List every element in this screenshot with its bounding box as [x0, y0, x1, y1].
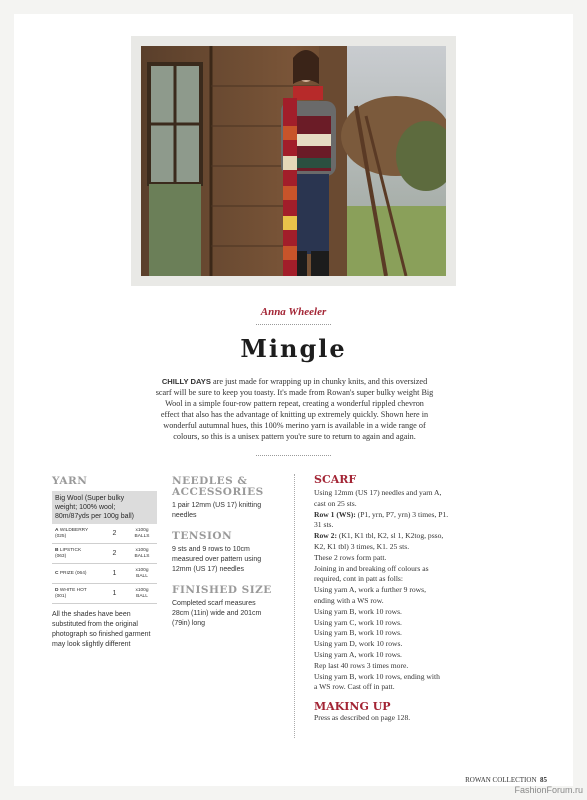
footer-collection: ROWAN COLLECTION: [465, 776, 537, 784]
scarf-line: [314, 499, 464, 510]
needles-heading: ACCESSORIES: [172, 486, 264, 498]
yarn-table-header: [52, 491, 157, 524]
yarn-unit: x100g: [135, 548, 149, 553]
materials-column: [172, 476, 284, 635]
making-up-text: Press as described on page 128.: [314, 713, 411, 723]
scarf-line-text: ending with a WS row.: [314, 595, 384, 605]
scarf-line-text: Rep last 40 rows 3 times more.: [314, 660, 409, 670]
scarf-instructions: [314, 488, 464, 693]
yarn-heading: YARN: [52, 475, 88, 487]
tension-text: 9 sts and 9 rows to 10cm: [172, 546, 250, 553]
scarf-line: [314, 596, 464, 607]
scarf-line-text: Using yarn D, work 10 rows.: [314, 639, 403, 649]
needles-text: needles: [172, 512, 197, 519]
magazine-page: [14, 14, 573, 786]
yarn-row: [52, 564, 157, 584]
finished-size-section: [172, 585, 284, 629]
yarn-qty: 2: [112, 529, 117, 537]
yarn-header-line: 80m/87yds per 100g ball): [55, 513, 134, 520]
scarf-line-text: Using yarn B, work 10 rows.: [314, 628, 402, 638]
intro-line: colours, so this is a unisex pattern you're sure to return to again and again.: [173, 432, 416, 441]
scarf-line-text: a WS row. Cast off in patt.: [314, 682, 395, 692]
yarn-note-line: All the shades have been: [52, 611, 131, 618]
scarf-line-text: (K1, K1 tbl, K2, sl 1, K2tog, psso,: [337, 531, 444, 541]
tension-heading: TENSION: [172, 530, 233, 542]
scarf-line: [314, 607, 464, 618]
finished-size-heading: FINISHED SIZE: [172, 584, 272, 596]
scarf-line-text: Using yarn B, work 10 rows.: [314, 606, 402, 616]
intro-lead: CHILLY DAYS: [161, 377, 211, 386]
scarf-line: [314, 553, 464, 564]
yarn-unit: BALL: [136, 573, 148, 579]
yarn-unit: BALLS: [134, 533, 150, 539]
scarf-line: [314, 628, 464, 639]
photo-illustration: [141, 46, 446, 276]
yarn-shade: LIPSTICK: [59, 548, 82, 553]
yarn-shade: PRIZE: [59, 570, 74, 576]
footer-page-number: 85: [540, 776, 547, 784]
scarf-line-text: Using yarn A, work a further 9 rows,: [314, 585, 426, 595]
needles-heading: NEEDLES &: [172, 475, 248, 487]
yarn-note-line: photograph so finished garment: [52, 631, 151, 638]
scarf-line: [314, 682, 464, 693]
yarn-letter: D: [55, 588, 59, 593]
scarf-line-text: (P1, yrn, P7, yrn) 3 times, P1.: [355, 509, 449, 519]
intro-line: Wool in a simple four-row pattern repeat, creating a wonderful rippled chevron: [165, 399, 424, 408]
yarn-header-line: Big Wool (Super bulky: [55, 495, 125, 502]
author-name: Anna Wheeler: [260, 306, 327, 318]
scarf-line-text: Joining in and breaking off colours as: [314, 563, 429, 573]
scarf-line: [314, 510, 464, 521]
tension-text: 12mm (US 17) needles: [172, 566, 244, 573]
yarn-letter: B: [55, 548, 59, 553]
scarf-line-text: required, cont in patt as folls:: [314, 574, 403, 584]
scarf-row-label: Row 2:: [314, 531, 337, 541]
yarn-note-line: substituted from the original: [52, 621, 138, 628]
making-up-heading: MAKING UP: [314, 700, 391, 714]
yarn-code: (064): [75, 570, 87, 576]
needles-text: 1 pair 12mm (US 17) knitting: [172, 502, 262, 509]
yarn-section: [52, 476, 157, 650]
scarf-line: [314, 672, 464, 683]
intro-line: scarf will be sure to keep you toasty. It's made from Rowan's super bulky weight Big: [155, 388, 434, 397]
scarf-row-label: Row 1 (WS):: [314, 509, 356, 519]
finished-size-text: (79in) long: [172, 620, 206, 627]
yarn-row: [52, 544, 157, 564]
yarn-letter: A: [55, 528, 59, 533]
intro-line: wonderful autumnal hues, this 100% merino yarn is available in a wide range of: [163, 421, 426, 430]
intro-line: are just made for wrapping up in chunky knits, and this oversized: [210, 377, 428, 386]
yarn-unit: BALLS: [134, 553, 150, 559]
scarf-line: [314, 639, 464, 650]
pattern-title: Mingle: [240, 334, 347, 363]
scarf-line-text: These 2 rows form patt.: [314, 552, 387, 562]
intro-divider: [256, 455, 331, 456]
scarf-line: [314, 661, 464, 672]
yarn-shade: WILDBERRY: [59, 528, 89, 533]
yarn-note: [52, 610, 157, 650]
intro-line: effect that also has the advantage of knitting up extremely quickly. Shown here in: [160, 410, 429, 419]
scarf-line-text: cast on 25 sts.: [314, 498, 357, 508]
yarn-qty: 1: [112, 589, 117, 597]
yarn-code: (063): [55, 553, 67, 559]
scarf-line: [314, 564, 464, 575]
yarn-header-line: weight; 100% wool;: [55, 504, 116, 511]
scarf-line: [314, 531, 464, 542]
yarn-unit: BALL: [136, 593, 148, 599]
scarf-line: [314, 650, 464, 661]
author-divider: [256, 324, 331, 325]
yarn-row: [52, 584, 157, 604]
scarf-line-text: Using yarn B, work 10 rows, ending with: [314, 671, 440, 681]
yarn-unit: x100g: [135, 568, 149, 573]
scarf-heading: SCARF: [314, 473, 357, 486]
yarn-code: (001): [55, 593, 67, 599]
scarf-line: [314, 488, 464, 499]
yarn-letter: C: [55, 570, 59, 576]
page-footer: [465, 776, 547, 784]
scarf-line-text: Using 12mm (US 17) needles and yarn A,: [314, 488, 442, 497]
scarf-line: [314, 574, 464, 585]
yarn-qty: 2: [112, 549, 117, 557]
tension-text: measured over pattern using: [172, 556, 262, 563]
finished-size-text: Completed scarf measures: [172, 600, 256, 607]
scarf-line: [314, 542, 464, 553]
intro-paragraph: [132, 376, 457, 442]
tension-section: [172, 531, 284, 575]
scarf-line: [314, 520, 464, 531]
scarf-line: [314, 618, 464, 629]
scarf-section: [314, 474, 464, 724]
scarf-line-text: K2, K1 tbl) 3 times, K1. 25 sts.: [314, 541, 410, 551]
yarn-code: (025): [55, 533, 67, 539]
yarn-row: [52, 524, 157, 544]
scarf-line-text: Using yarn A, work 10 rows.: [314, 649, 402, 659]
scarf-line-text: Using yarn C, work 10 rows.: [314, 617, 402, 627]
watermark: FashionForum.ru: [514, 785, 583, 795]
model-photo: [141, 46, 446, 276]
yarn-unit: x100g: [135, 528, 149, 533]
photo-frame: [131, 36, 456, 286]
yarn-unit: x100g: [135, 588, 149, 593]
yarn-note-line: may look slightly different: [52, 641, 131, 648]
yarn-shade: WHITE HOT: [59, 588, 87, 593]
scarf-line-text: 31 sts.: [314, 520, 334, 530]
scarf-line: [314, 585, 464, 596]
column-divider: [294, 474, 295, 738]
yarn-qty: 1: [112, 569, 117, 577]
finished-size-text: 28cm (11in) wide and 201cm: [172, 610, 262, 617]
needles-section: [172, 476, 284, 521]
